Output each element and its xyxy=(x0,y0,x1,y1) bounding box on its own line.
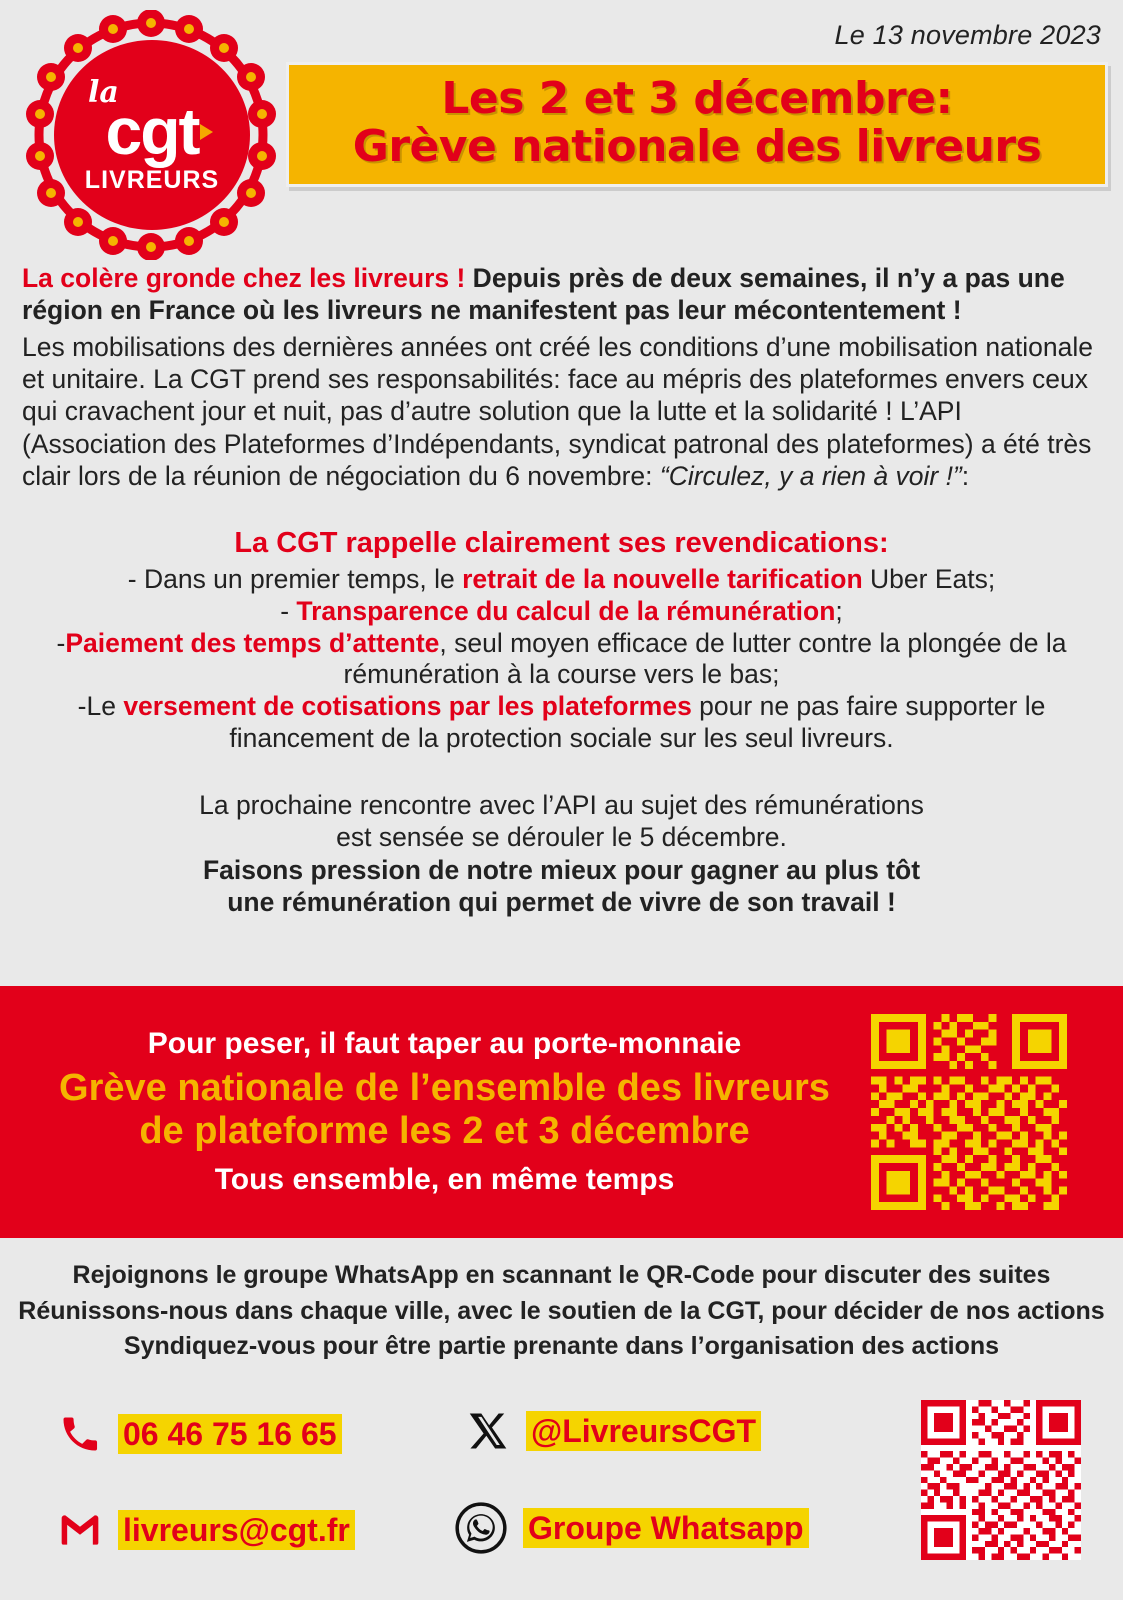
demand-item-2 xyxy=(22,596,1101,628)
demand-4-strong: versement de cotisations par les plateformes xyxy=(123,691,692,722)
logo-cgt-word: cgt xyxy=(105,94,199,168)
title-line-2: Grève nationale des livreurs xyxy=(352,120,1042,172)
gmail-icon xyxy=(58,1508,102,1552)
strike-banner-text xyxy=(0,1027,871,1196)
demand-2-post: ; xyxy=(835,595,843,626)
logo-text-livreurs: LIVREURS xyxy=(84,166,220,194)
demand-item-3 xyxy=(22,628,1101,692)
demands-block xyxy=(22,526,1101,755)
demand-4-post: pour ne pas faire supporter le financement de la protection sociale sur les seul livreurs. xyxy=(229,691,1046,754)
demand-3-pre: - xyxy=(56,627,66,658)
title-line-1: Les 2 et 3 décembre: xyxy=(441,73,953,124)
demand-2-pre: - xyxy=(280,595,297,626)
next-meeting-block xyxy=(22,789,1101,918)
demand-1-post: Uber Eats; xyxy=(862,564,996,595)
phone-icon xyxy=(58,1412,102,1456)
intro-red-lead: La colère gronde chez les livreurs ! xyxy=(22,263,466,293)
poster-title xyxy=(286,62,1108,187)
demand-3-post: , seul moyen efficace de lutter contre la plongée de la rémunération à la course vers le bas; xyxy=(343,627,1067,690)
qr-code-whatsapp[interactable] xyxy=(871,1014,1067,1210)
next-meeting-line-1: La prochaine rencontre avec l’API au sujet des rémunérations xyxy=(199,789,924,820)
whatsapp-icon xyxy=(455,1502,507,1554)
call-to-action-line-1: Faisons pression de notre mieux pour gagner au plus tôt xyxy=(202,854,921,885)
poster-body xyxy=(0,262,1123,918)
x-handle: @LivreursCGT xyxy=(526,1411,761,1451)
qr-code-contact[interactable] xyxy=(921,1400,1081,1560)
context-paragraph xyxy=(22,331,1101,493)
logo-arrow-icon xyxy=(200,124,213,140)
demands-heading: La CGT rappelle clairement ses revendications: xyxy=(234,527,889,560)
intro-paragraph xyxy=(22,262,1101,327)
demand-4-pre: -Le xyxy=(77,691,124,722)
contact-x-twitter[interactable] xyxy=(468,1410,761,1452)
footer-instructions xyxy=(0,1258,1123,1365)
logo-disc xyxy=(54,40,250,230)
phone-number: 06 46 75 16 65 xyxy=(118,1414,342,1454)
logo-text-la: la xyxy=(88,75,119,110)
banner-line-2: Grève nationale de l’ensemble des livreurs xyxy=(59,1067,830,1110)
footer-line-1: Rejoignons le groupe WhatsApp en scannant le QR-Code pour discuter des suites xyxy=(72,1261,1051,1289)
next-meeting-line-2: est sensée se dérouler le 5 décembre. xyxy=(336,822,787,853)
poster-header xyxy=(0,0,1123,262)
footer-line-3: Syndiquez-vous pour être partie prenante dans l’organisation des actions xyxy=(123,1332,1000,1360)
whatsapp-group-label: Groupe Whatsapp xyxy=(523,1508,809,1548)
context-colon: : xyxy=(961,460,970,491)
contact-email[interactable] xyxy=(58,1508,355,1552)
demand-3-strong: Paiement des temps d’attente xyxy=(65,627,440,658)
publication-date: Le 13 novembre 2023 xyxy=(834,20,1101,50)
contact-block xyxy=(0,1400,1123,1600)
footer-line-2: Réunissons-nous dans chaque ville, avec le soutien de la CGT, pour décider de nos actions xyxy=(18,1296,1105,1325)
email-address: livreurs@cgt.fr xyxy=(118,1510,355,1550)
contact-whatsapp[interactable] xyxy=(455,1502,809,1554)
api-quote: “Circulez, y a rien à voir !” xyxy=(659,460,962,491)
demand-1-pre: - Dans un premier temps, le xyxy=(127,564,463,595)
call-to-action-line-2: une rémunération qui permet de vivre de son travail ! xyxy=(227,886,896,917)
demand-item-1 xyxy=(22,564,1101,596)
banner-line-1: Pour peser, il faut taper au porte-monnaie xyxy=(147,1027,742,1061)
logo-text-cgt xyxy=(105,94,199,168)
x-twitter-icon xyxy=(468,1410,510,1452)
banner-line-3: de plateforme les 2 et 3 décembre xyxy=(139,1110,750,1152)
contact-phone[interactable] xyxy=(58,1412,342,1456)
banner-line-4: Tous ensemble, en même temps xyxy=(214,1162,675,1196)
context-text: Les mobilisations des dernières années ont créé les conditions d’une mobilisation nationale et unitaire. La CGT prend ses responsabilités: face au mépris des plateformes envers ceux qui cravachent jour et nuit, pas d’autre solution que la lutte et la solidarité ! L’API (Association des Plateformes d’Indépendants, syndicat patronal des plateformes) a été très clair lors de la réunion de négociation du 6 novembre: xyxy=(22,331,1093,491)
demand-item-4 xyxy=(22,691,1101,755)
demand-1-strong: retrait de la nouvelle tarification xyxy=(462,564,863,595)
demand-2-strong: Transparence du calcul de la rémunération xyxy=(296,595,836,626)
intro-bold-text: Depuis près de deux semaines, il n’y a pas une région en France où les livreurs ne manifestent pas leur mécontentement ! xyxy=(22,263,1065,326)
strike-banner xyxy=(0,986,1123,1238)
cgt-livreurs-logo xyxy=(8,10,290,260)
